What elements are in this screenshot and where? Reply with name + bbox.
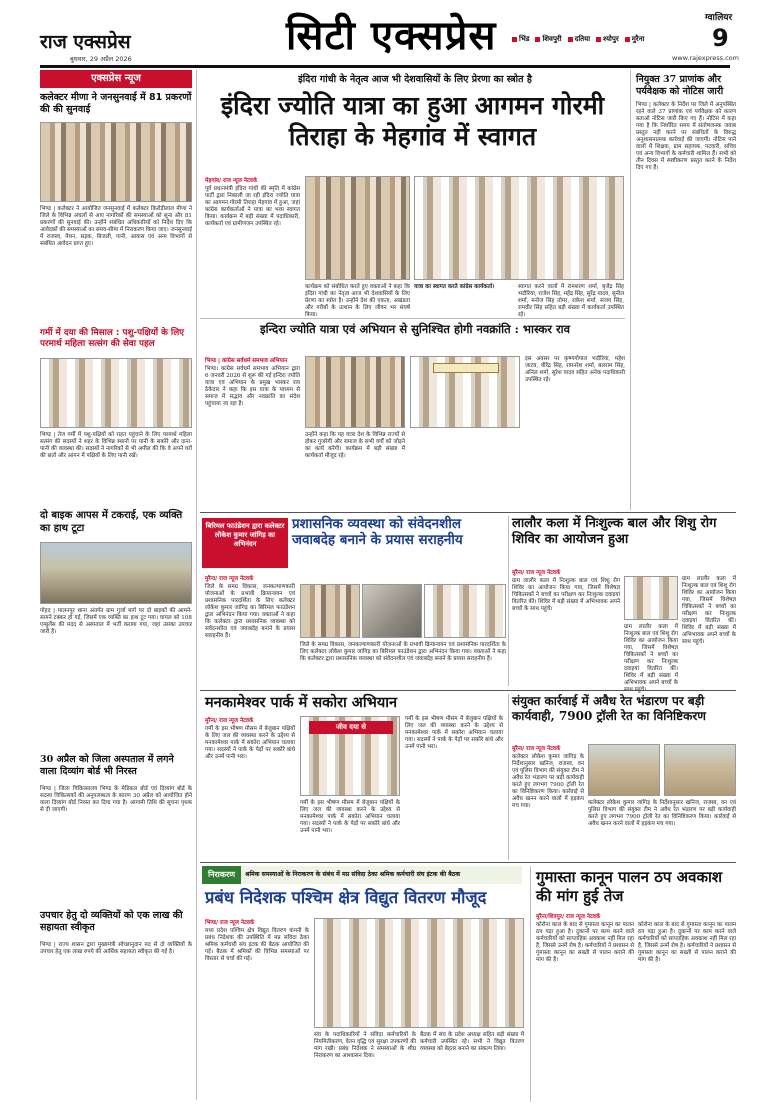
sakora-body: गर्मी के इस भीषण मौसम में बेजुबान पक्षियों के लिए जल की व्यवस्था करने के उद्देश्य से मनकामेश्वर पार्क में सकोरा अभियान चलाया गया। सदस्यों ने पार्क के पेड़ों पर सकोरे बांधे और उनमें पानी भरा। — [205, 726, 295, 760]
power-body-2: संघ के पदाधिकारियों ने संविदा कर्मचारियों के नियमितीकरण, वेतन वृद्धि एवं सुरक्षा उपकरणों की मांग रखी। प्रबंध निदेशक ने समस्याओं के शीघ्र निराकरण का आश्वासन दिया। — [314, 1032, 416, 1059]
camp-photo — [624, 576, 678, 620]
masthead — [0, 0, 778, 68]
column-divider-right — [630, 70, 631, 510]
second-body-2: उन्होंने कहा कि यह यात्रा देश के विभिन्न राज्यों से होकर गुजरेगी और समाज के सभी वर्गों को जोड़ने का कार्य करेगी। कार्यक्रम में बड़ी संख्या में कार्यकर्ता मौजूद रहे। — [305, 432, 405, 459]
city-tag-datia[interactable]: दतिया — [568, 33, 590, 45]
lead-body-2: कार्यक्रम को संबोधित करते हुए वक्ताओं ने कहा कि इंदिरा गांधी का नेतृत्व आज भी देशवासियों के लिए प्रेरणा का स्त्रोत है। उन्होंने देश की एकता, अखंडता और गरीबों के उत्थान के लिए जीवन भर संघर्ष किया। — [305, 284, 410, 318]
shop-body: कोरोना काल के बाद से गुमास्ता कानून का पालन ठप पड़ा हुआ है। दुकानों पर काम करने वाले कर्मचारियों को साप्ताहिक अवकाश नहीं मिल रहा है, जिससे उनमें रोष है। कर्मचारियों ने प्रशासन से गुमास्ता कानून का सख्ती से पालन कराने की मांग की है। — [536, 922, 634, 963]
bottom-strip — [202, 866, 522, 884]
camp-headline: लालौर कला में निःशुल्क बाल और शिशु रोग शिविर का आयोजन हुआ — [512, 516, 717, 548]
lower-divider — [508, 694, 509, 860]
sand-headline: संयुक्त कार्रवाई में अवैध रेत भंडारण पर बड़ी कार्यवाही, 7900 ट्रॉली रेत का विनिष्टिकरण — [512, 694, 706, 723]
admin-photo-3 — [424, 584, 506, 638]
story-body-board: भिण्ड | जिला चिकित्सालय भिण्ड के मेडिकल बोर्ड एवं दिव्यांग बोर्ड के सदस्य चिकित्सकों की अनुपलब्धता के कारण 30 अप्रैल को आयोजित होने वाला दिव्यांग बोर्ड निरस्त कर दिया गया है। आगामी तिथि की सूचना पृथक से दी जाएगी। — [40, 786, 192, 813]
power-headline: प्रबंध निदेशक पश्चिम क्षेत्र विद्युत वितरण मौजूद — [205, 888, 487, 907]
second-body-1: भिण्ड। कांग्रेस सर्वधर्म समभाव अभियान द्वारा 6 जनवरी 2026 से शुरू की गई इन्दिरा ज्योति यात्रा एवं अभियान के प्रमुख भास्कर राव ठेकेदार ने कहा कि इस यात्रा के माध्यम से समाज में सद्भाव और नवक्रांति का संदेश पहुंचाया जा रहा है। — [205, 366, 300, 407]
admin-body-2: जिले के समग्र विकास, जनकल्याणकारी योजनाओं के प्रभावी क्रियान्वयन एवं प्रशासनिक पारदर्शिता के लिए कलेक्टर लोकेश कुमार जांगिड़ का बिरिमल फाउंडेशन द्वारा अभिनंदन किया गया। वक्ताओं ने कहा कि कलेक्टर द्वारा प्रशासनिक व्यवस्था को संवेदनशील एवं जवाबदेह बनाने के प्रयास सराहनीय हैं। — [300, 642, 506, 662]
power-byline: भिण्ड/ राज न्यूज नेटवर्क — [205, 920, 255, 926]
sakora-byline: मुरैना/ राज न्यूज नेटवर्क — [205, 718, 254, 724]
lead-kicker: इंदिरा गांधी के नेतृत्व आज भी देशवासियों के लिए प्रेरणा का स्त्रोत है — [298, 74, 532, 85]
notice-body: भिण्ड | कलेक्टर के निर्देश पर जिले में अनुपस्थित रहने वाले 37 प्राणांक एवं पर्यवेक्षक को कारण बताओ नोटिस जारी किए गए हैं। नोटिस में कहा गया है कि निर्धारित समय में संतोषजनक जवाब प्रस्तुत नहीं करने पर संबंधितों के विरुद्ध अनुशासनात्मक कार्रवाई की जाएगी। नोटिस पाने वालों में शिक्षक, ग्राम सहायक, पटवारी, सचिव एवं अन्य विभागों के कर्मचारी शामिल हैं। सभी को तीन दिवस में स्पष्टीकरण प्रस्तुत करने के निर्देश दिए गए हैं। — [636, 102, 736, 171]
admin-body: जिले के समग्र विकास, जनकल्याणकारी योजनाओं के प्रभावी क्रियान्वयन एवं प्रशासनिक पारदर्शिता के लिए कलेक्टर लोकेश कुमार जांगिड़ का बिरिमल फाउंडेशन द्वारा अभिनंदन किया गया। वक्ताओं ने कहा कि कलेक्टर द्वारा प्रशासनिक व्यवस्था को संवेदनशील एवं जवाबदेह बनाने के प्रयास सराहनीय हैं। — [205, 584, 295, 639]
bottom-divider — [530, 866, 531, 1102]
city-tag-shivpuri[interactable]: शिवपुरी — [535, 33, 561, 45]
shop-body-2: कोरोना काल के बाद से गुमास्ता कानून का पालन ठप पड़ा हुआ है। दुकानों पर काम करने वाले कर्मचारियों को साप्ताहिक अवकाश नहीं मिल रहा है, जिससे उनमें रोष है। कर्मचारियों ने प्रशासन से गुमास्ता कानून का सख्ती से पालन कराने की मांग की है। — [638, 922, 736, 963]
edition-city: ग्वालियर — [705, 13, 733, 23]
sand-byline: मुरैना/ राज न्यूज नेटवर्क — [512, 746, 561, 752]
page-number: 9 — [712, 24, 729, 52]
story-body-birds: भिण्ड | तेज गर्मी में पशु-पक्षियों को राहत पहुंचाने के लिए परमार्थ महिला सत्संग की सदस्यों ने शहर के विभिन्न स्थानों पर पानी के सकोरे और दाना-पानी की व्यवस्था की। सदस्यों ने नागरिकों से भी अपील की कि वे अपने घरों की छतों और आंगन में पक्षियों के लिए पानी रखें। — [40, 432, 192, 459]
strip-label: निराकरण — [202, 866, 241, 884]
power-photo — [314, 918, 524, 1028]
rule-lower — [200, 690, 736, 691]
edition-date: बुधवार, 29 अप्रैल 2026 — [70, 55, 132, 63]
sakora-body-3: गर्मी के इस भीषण मौसम में बेजुबान पक्षियों के लिए जल की व्यवस्था करने के उद्देश्य से मनकामेश्वर पार्क में सकोरा अभियान चलाया गया। सदस्यों ने पार्क के पेड़ों पर सकोरे बांधे और उनमें पानी भरा। — [405, 716, 503, 750]
story-body-accident: गोहद | मालनपुर थाना अंतर्गत ग्राम गुर्जा मार्ग पर दो बाइकों की आमने-सामने टक्कर हो गई, जिसमें एक व्यक्ति का हाथ टूट गया। घायल को 108 एम्बुलेंस की मदद से अस्पताल में भर्ती कराया गया, जहां उसका उपचार जारी है। — [40, 608, 192, 635]
photo-accident — [40, 542, 192, 604]
left-column — [40, 70, 192, 1100]
sand-photo-1 — [588, 744, 660, 796]
sand-photo-2 — [664, 744, 736, 796]
second-photo-2 — [410, 356, 520, 428]
column-divider-left — [196, 70, 197, 1100]
camp-byline: मुरैना/ राज न्यूज नेटवर्क — [512, 570, 561, 576]
camp-body-3: ग्राम लालौर कला में निःशुल्क बाल एवं शिशु रोग शिविर का आयोजन किया गया, जिसमें विशेषज्ञ चिकित्सकों ने बच्चों का परीक्षण कर निःशुल्क दवाइयां वितरित कीं। शिविर में बड़ी संख्या में अभिभावक अपने बच्चों के — [624, 624, 678, 686]
sand-body-2: कलेक्टर लोकेश कुमार जांगिड़ के निर्देशानुसार खनिज, राजस्व, वन एवं पुलिस विभाग की संयुक्त टीम ने अवैध रेत भंडारण पर बड़ी कार्यवाही करते हुए लगभग 7900 ट्रॉली रेत का विनिष्टिकरण किया। कार्रवाई से अवैध खनन करने वालों में हड़कंप मच गया। — [588, 800, 736, 827]
story-headline-aid: उपचार हेतु दो व्यक्तियों को एक लाख की सहायता स्वीकृत — [40, 910, 183, 933]
photo-birds-seva — [40, 358, 192, 428]
notice-headline: नियुक्त 37 प्राणांक और पर्यवेक्षक को नोटिस जारी — [636, 74, 724, 97]
story-body-jansunwai: भिण्ड | कलेक्टर ने आयोजित जनसुनवाई में कलेक्टर किरोड़ीलाल मीणा ने जिले के विभिन्न अंचलों से आए नागरिकों की समस्याओं को सुना और 81 प्रकरणों की सुनवाई की। उन्होंने संबंधित अधिकारियों को निर्देश दिए कि आवेदकों की समस्याओं का समय-सीमा में निराकरण किया जाए। जनसुनवाई में राजस्व, पेंशन, सड़क, बिजली, पानी, आवास एवं अन्य विभागों से संबंधित आवेदन प्राप्त हुए। — [40, 206, 192, 247]
sand-body: कलेक्टर लोकेश कुमार जांगिड़ के निर्देशानुसार खनिज, राजस्व, वन एवं पुलिस विभाग की संयुक्त टीम ने अवैध रेत भंडारण पर बड़ी कार्यवाही करते हुए लगभग 7900 ट्रॉली रेत का विनिष्टिकरण किया। कार्रवाई से अवैध खनन करने वालों में हड़कंप मच गया। — [512, 754, 584, 809]
second-byline: भिण्ड | कांग्रेस सर्वधर्म समभाव अभियान — [205, 358, 288, 364]
shop-headline: गुमास्ता कानून पालन ठप अवकाश की मांग हुई तेज — [536, 868, 723, 905]
shop-byline: मुरैना/शिवपुर/ राज न्यूज नेटवर्क — [536, 914, 601, 920]
section-title: सिटी एक्सप्रेस — [286, 12, 497, 59]
story-body-aid: भिण्ड | राज्य शासन द्वारा मुख्यमंत्री स्वेच्छानुदान मद से दो व्यक्तियों के उपचार हेतु एक लाख रुपये की आर्थिक सहायता स्वीकृत की गई है। — [40, 942, 192, 955]
mid-divider — [508, 516, 509, 686]
strip-text: श्रमिक समस्याओं के निराकरण के संबंध में मप्र संविदा ठेका श्रमिक कर्मचारी संघ इंटक की बैठक — [245, 871, 461, 879]
power-body-1: मध्य प्रदेश पश्चिम क्षेत्र विद्युत वितरण कंपनी के प्रबंध निदेशक की उपस्थिति में मप्र संविदा ठेका श्रमिक कर्मचारी संघ इंटक की बैठक आयोजित की गई। बैठक में श्रमिकों की विभिन्न समस्याओं पर विस्तार से चर्चा की गई। — [205, 928, 309, 962]
sakora-banner: जीव दया से — [309, 721, 393, 734]
masthead-rule — [40, 65, 730, 68]
express-news-label: एक्सप्रेस न्यूज — [40, 70, 192, 88]
admin-byline: मुरैना/ राज न्यूज नेटवर्क — [205, 576, 254, 582]
banner-in-photo — [433, 363, 499, 373]
story-headline-jansunwai: कलेक्टर मीणा ने जनसुनवाई में 81 प्रकरणों की की सुनवाई — [40, 92, 192, 115]
second-photo-1 — [305, 356, 405, 428]
lead-caption: यात्रा का स्वागत करते कांग्रेस कार्यकर्ता। — [414, 284, 495, 290]
rule-bottom — [200, 862, 736, 863]
paper-name: राज एक्सप्रेस — [40, 31, 131, 53]
story-headline-accident: दो बाइक आपस में टकराई, एक व्यक्ति का हाथ टूटा — [40, 510, 183, 534]
story-headline-board: 30 अप्रैल को जिला अस्पताल में लगने वाला दिव्यांग बोर्ड भी निरस्त — [40, 754, 174, 777]
lead-photo-left — [305, 176, 410, 280]
camp-body: ग्राम लालौर कला में निःशुल्क बाल एवं शिशु रोग शिविर का आयोजन किया गया, जिसमें विशेषज्ञ चिकित्सकों ने बच्चों का परीक्षण कर निःशुल्क दवाइयां वितरित कीं। शिविर में बड़ी संख्या में अभिभावक अपने बच्चों के साथ पहुंचे। — [512, 578, 620, 612]
city-tag-sheopur[interactable]: श्योपुर — [596, 33, 619, 45]
sakora-body-2: गर्मी के इस भीषण मौसम में बेजुबान पक्षियों के लिए जल की व्यवस्था करने के उद्देश्य से मनकामेश्वर पार्क में सकोरा अभियान चलाया गया। सदस्यों ने पार्क के पेड़ों पर सकोरे बांधे और उनमें पानी भरा। — [300, 800, 400, 834]
lead-photo-main — [414, 176, 624, 280]
sakora-photo — [300, 716, 400, 796]
story-headline-birds: गर्मी में दया की मिसाल : पशु-पक्षियों के लिए परमार्थ महिला सत्संग की सेवा पहल — [40, 328, 185, 349]
second-headline: इन्दिरा ज्योति यात्रा एवं अभियान से सुनिश्चित होगी नवक्रांति : भास्कर राव — [259, 322, 571, 336]
city-tag-morena[interactable]: मुरैना — [625, 33, 645, 45]
rule-mid — [200, 512, 736, 513]
city-tag-bar — [512, 33, 682, 45]
felicitation-badge: बिरिमल फाउंडेशन द्वारा कलेक्टर लोकेश कुमार जांगिड़ का अभिनंदन — [202, 518, 288, 568]
city-tag-bhind[interactable]: भिंड — [512, 33, 529, 45]
camp-body-2: ग्राम लालौर कला में निःशुल्क बाल एवं शिशु रोग शिविर का आयोजन किया गया, जिसमें विशेषज्ञ चिकित्सकों ने बच्चों का परीक्षण कर निःशुल्क दवाइयां वितरित कीं। शिविर में बड़ी संख्या में अभिभावक अपने बच्चों के साथ पहुंचे। — [682, 576, 736, 645]
photo-jansunwai — [40, 122, 192, 202]
lead-headline: इंदिरा ज्योति यात्रा का हुआ आगमन गोरमी तिराहा के मेहगांव में स्वागत — [220, 91, 605, 152]
website-url[interactable]: www.rajexpress.com — [672, 54, 739, 62]
power-body-3: बैठक में संघ के प्रदेश अध्यक्ष सहित बड़ी संख्या में कर्मचारी उपस्थित रहे। सभी ने विद्युत वितरण व्यवस्था को बेहतर बनाने का संकल्प लिया। — [420, 1032, 524, 1052]
rule-second — [200, 318, 625, 319]
lead-body-1: पूर्व प्रधानमंत्री इंदिरा गांधी की स्मृति में कांग्रेस पार्टी द्वारा निकाली जा रही इंदिरा ज्योति यात्रा का आगमन गोरमी तिराहा मेहगांव में हुआ, जहां कांग्रेस कार्यकर्ताओं ने यात्रा का भव्य स्वागत किया। कार्यक्रम में बड़ी संख्या में पदाधिकारी, कार्यकर्ता एवं ग्रामीणजन उपस्थित रहे। — [205, 186, 300, 227]
lead-body-3: स्वागत करने वालों में रामशरण शर्मा, बृजेंद्र सिंह भदौरिया, राजेश सिंह, महेंद्र सिंह, सुरेंद्र यादव, सुनील शर्मा, मनोज सिंह तोमर, राकेश शर्मा, संजय सिंह, रामवीर सिंह सहित बड़ी संख्या में कार्यकर्ता उपस्थित रहे। — [518, 284, 624, 318]
admin-headline: प्रशासनिक व्यवस्था को संवेदनशील जवाबदेह बनाने के प्रयास सराहनीय — [292, 516, 463, 549]
admin-photo-2 — [362, 584, 422, 638]
sakora-headline: मनकामेश्वर पार्क में सकोरा अभियान — [205, 694, 398, 711]
second-body-3: इस अवसर पर कृष्णगोपाल भदौरिया, महेश जाटव, वीरेंद्र सिंह, रामनरेश शर्मा, बलराम सिंह, अनिल शर्मा, सुरेश यादव सहित अनेक पदाधिकारी उपस्थित रहे। — [525, 356, 625, 383]
admin-photo-1 — [300, 584, 360, 638]
lead-byline: मेहगांव/ राज न्यूज नेटवर्क — [205, 178, 258, 184]
